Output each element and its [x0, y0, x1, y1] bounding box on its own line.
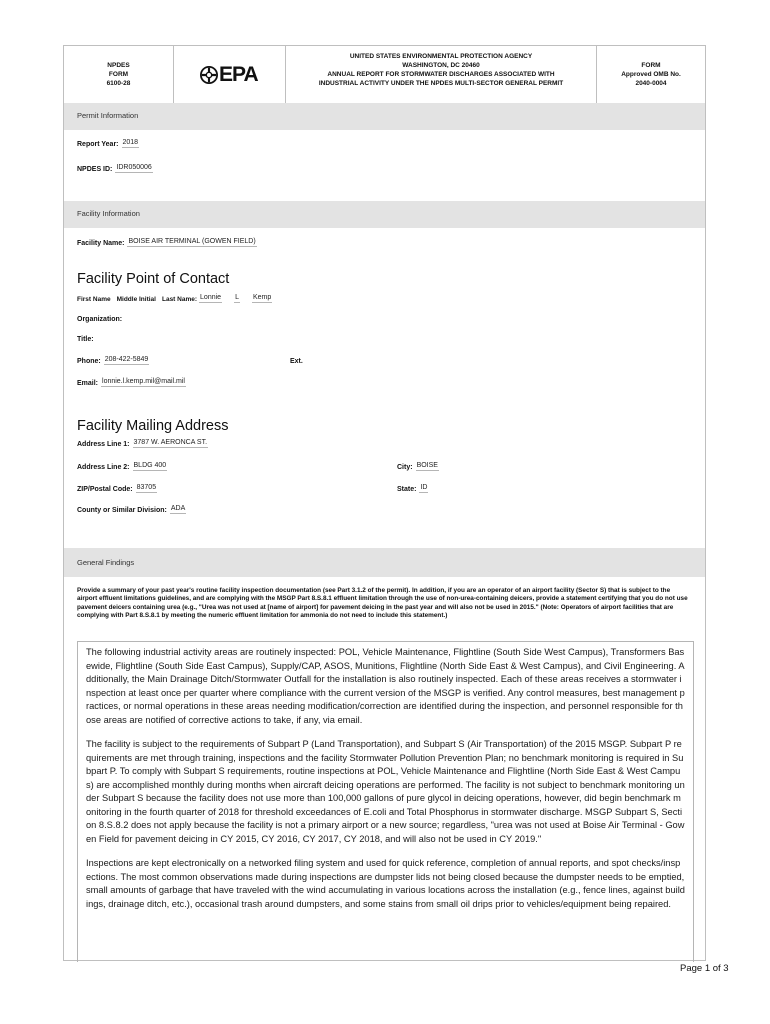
city-label: City: [397, 464, 413, 471]
findings-answer-textarea[interactable] [77, 641, 694, 962]
address-line2-value[interactable]: BLDG 400 [133, 462, 167, 469]
agency-title-line: UNITED STATES ENVIRONMENTAL PROTECTION AGENCY [349, 53, 533, 60]
facility-name-value[interactable]: BOISE AIR TERMINAL (GOWEN FIELD) [128, 238, 256, 245]
epa-logo-text: EPA [219, 63, 258, 86]
city-value[interactable]: BOISE [416, 462, 438, 469]
page-number: Page 1 of 3 [680, 963, 729, 974]
report-year-value[interactable]: 2018 [122, 139, 139, 146]
address-line1-label: Address Line 1: [77, 441, 130, 448]
section-facility-information [64, 201, 705, 228]
facility-name-label: Facility Name: [77, 240, 125, 247]
agency-title-cell [286, 46, 597, 103]
zip-field [77, 484, 157, 493]
organization-field [77, 316, 125, 323]
section-general-findings [64, 548, 705, 577]
omb-line: FORM [641, 62, 661, 69]
state-field [397, 484, 428, 493]
epa-flower-icon [200, 66, 218, 84]
findings-prompt: Provide a summary of your past year's routine facility inspection documentation (see Part 3.1.2 of the permit). In addition, if you are an operator of an airport facility (Sector S) that is subject to the airport effluent limitations guidelines, and are complying with the MSGP Part 8.S.8.1 effluent limitation through the use of non-urea-containing deicers, provide a statement certifying that you do not use pavement deicers containing urea (e.g., "Urea was not used at [name of airport] for pavement deicing in the past year and will also not be used in 2015." (Note: Operators of airport facilities that are complying with Part 8.S.8.1 by meeting the numeric effluent limitation for ammonia do not need to include this statement.) [77, 587, 688, 619]
omb-approval [597, 61, 705, 88]
county-value[interactable]: ADA [170, 505, 186, 512]
ext-label: Ext. [290, 358, 303, 365]
form-number [64, 61, 173, 88]
middle-initial-label: Middle Initial [116, 296, 156, 303]
first-name-label: First Name [77, 296, 111, 303]
phone-label: Phone: [77, 358, 101, 365]
city-field [397, 462, 439, 471]
findings-paragraph: The following industrial activity areas are routinely inspected: POL, Vehicle Maintenance, Flightline (South Side West Campus), Transformers Basewide, Flightline (South Side East Campus), Supply/CAP, ASOS, Munitions, Flightline (North Side East & West Campus), and Civil Engineering. Additionally, the Main Drainage Ditch/Stormwater Outfall for the installation is also routinely inspected. Each of these areas receives a stormwater inspection at least once per quarter where compliance with the current version of the MSGP is verified. Any control measures, best management practices, or normal operations in these areas needing modification/correction are identified during the inspection, and personnel responsible for those areas are notified of corrective actions to take, if any, via email. [86, 647, 685, 725]
npdes-id-value[interactable]: IDR050006 [116, 164, 152, 171]
last-name-value[interactable]: Kemp [252, 294, 272, 301]
middle-initial-value[interactable]: L [235, 294, 239, 301]
npdes-id-label: NPDES ID: [77, 166, 113, 173]
epa-logo [200, 64, 258, 86]
omb-line: Approved OMB No. [621, 71, 681, 78]
first-name-value[interactable]: Lonnie [200, 294, 222, 301]
form-header [64, 46, 705, 104]
omb-line: 2040-0004 [635, 80, 667, 87]
point-of-contact-heading: Facility Point of Contact [77, 271, 230, 287]
last-name-label: Last Name: [161, 296, 198, 303]
agency-title [286, 52, 596, 88]
zip-value[interactable]: 83705 [136, 484, 157, 491]
address-line2-field [77, 462, 167, 471]
phone-value[interactable]: 208-422-5849 [104, 356, 149, 363]
findings-paragraph: Inspections are kept electronically on a networked filing system and used for quick reference, completion of annual reports, and spot checks/inspections. The most common observations made during inspections are dumpster lids not being closed because the dumpster needs to be emptied, small amounts of garbage that have traveled with the wind accumulating in various locations across the installation (e.g., fence lines, against buildings, drainage ditch, etc.), occasional trash around dumpsters, and some stains from small oil drips prior to vehicles/equipment being repaired. [86, 858, 685, 909]
zip-label: ZIP/Postal Code: [77, 486, 133, 493]
npdes-id-field [77, 164, 153, 173]
section-title: Permit Information [77, 111, 139, 120]
address-line1-field [77, 439, 208, 448]
agency-title-line: ANNUAL REPORT FOR STORMWATER DISCHARGES ASSOCIATED WITH [327, 71, 555, 78]
agency-title-line: WASHINGTON, DC 20460 [402, 62, 480, 69]
omb-cell [597, 46, 705, 103]
state-value[interactable]: ID [420, 484, 428, 491]
form-number-line: NPDES [107, 62, 130, 69]
form-number-cell [64, 46, 174, 103]
title-label: Title: [77, 336, 94, 343]
email-value[interactable]: lonnie.l.kemp.mil@mail.mil [102, 378, 185, 385]
facility-name-field [77, 238, 257, 247]
phone-field [77, 356, 149, 365]
state-label: State: [397, 486, 417, 493]
logo-cell [174, 46, 286, 103]
county-label: County or Similar Division: [77, 507, 167, 514]
section-title: General Findings [77, 558, 135, 567]
title-field [77, 336, 97, 343]
section-title: Facility Information [77, 209, 140, 218]
county-field [77, 505, 186, 514]
address-line2-label: Address Line 2: [77, 464, 130, 471]
email-label: Email: [77, 380, 99, 387]
report-year-field [77, 139, 139, 148]
contact-name-row [77, 294, 284, 303]
form-number-line: FORM [108, 71, 129, 78]
mailing-address-heading: Facility Mailing Address [77, 418, 229, 434]
form-number-line: 6100-28 [106, 80, 131, 87]
organization-label: Organization: [77, 316, 123, 323]
section-permit-information [64, 103, 705, 130]
findings-paragraph: The facility is subject to the requirements of Subpart P (Land Transportation), and Subpart S (Air Transportation) of the 2015 MSGP. Subpart P requirements are met through training, inspections and the facility Stormwater Pollution Prevention Plan; no benchmark monitoring is required in Subpart P. To comply with Subpart S requirements, routine inspections at POL, Vehicle Maintenance and Flightline (North Side East & West Campus) are accomplished monthly during months when aircraft deicing operations are performed. The facility is not subject to benchmark monitoring under Subpart S because the facility does not use more than 100,000 gallons of pure glycol in deicing operations, however, did begin benchmark monitoring in the fourth quarter of 2018 for threshold exceedances of E.coli and Total Phosphorus in stormwater discharge. MSGP Subpart S, Section 8.S.8.2 does not apply because the facility is not a primary airport or a new source; regardless, "urea was not used at Boise Air Terminal - Gowen Field for pavement deicing in CY 2015, CY 2016, CY 2017, CY 2018, and will also not be used in CY 2019." [86, 739, 685, 844]
email-field [77, 378, 186, 387]
address-line1-value[interactable]: 3787 W. AERONCA ST. [133, 439, 208, 446]
form-frame [63, 45, 706, 961]
agency-title-line: INDUSTRIAL ACTIVITY UNDER THE NPDES MULTI-SECTOR GENERAL PERMIT [318, 80, 564, 87]
report-year-label: Report Year: [77, 141, 119, 148]
ext-field [290, 358, 306, 365]
